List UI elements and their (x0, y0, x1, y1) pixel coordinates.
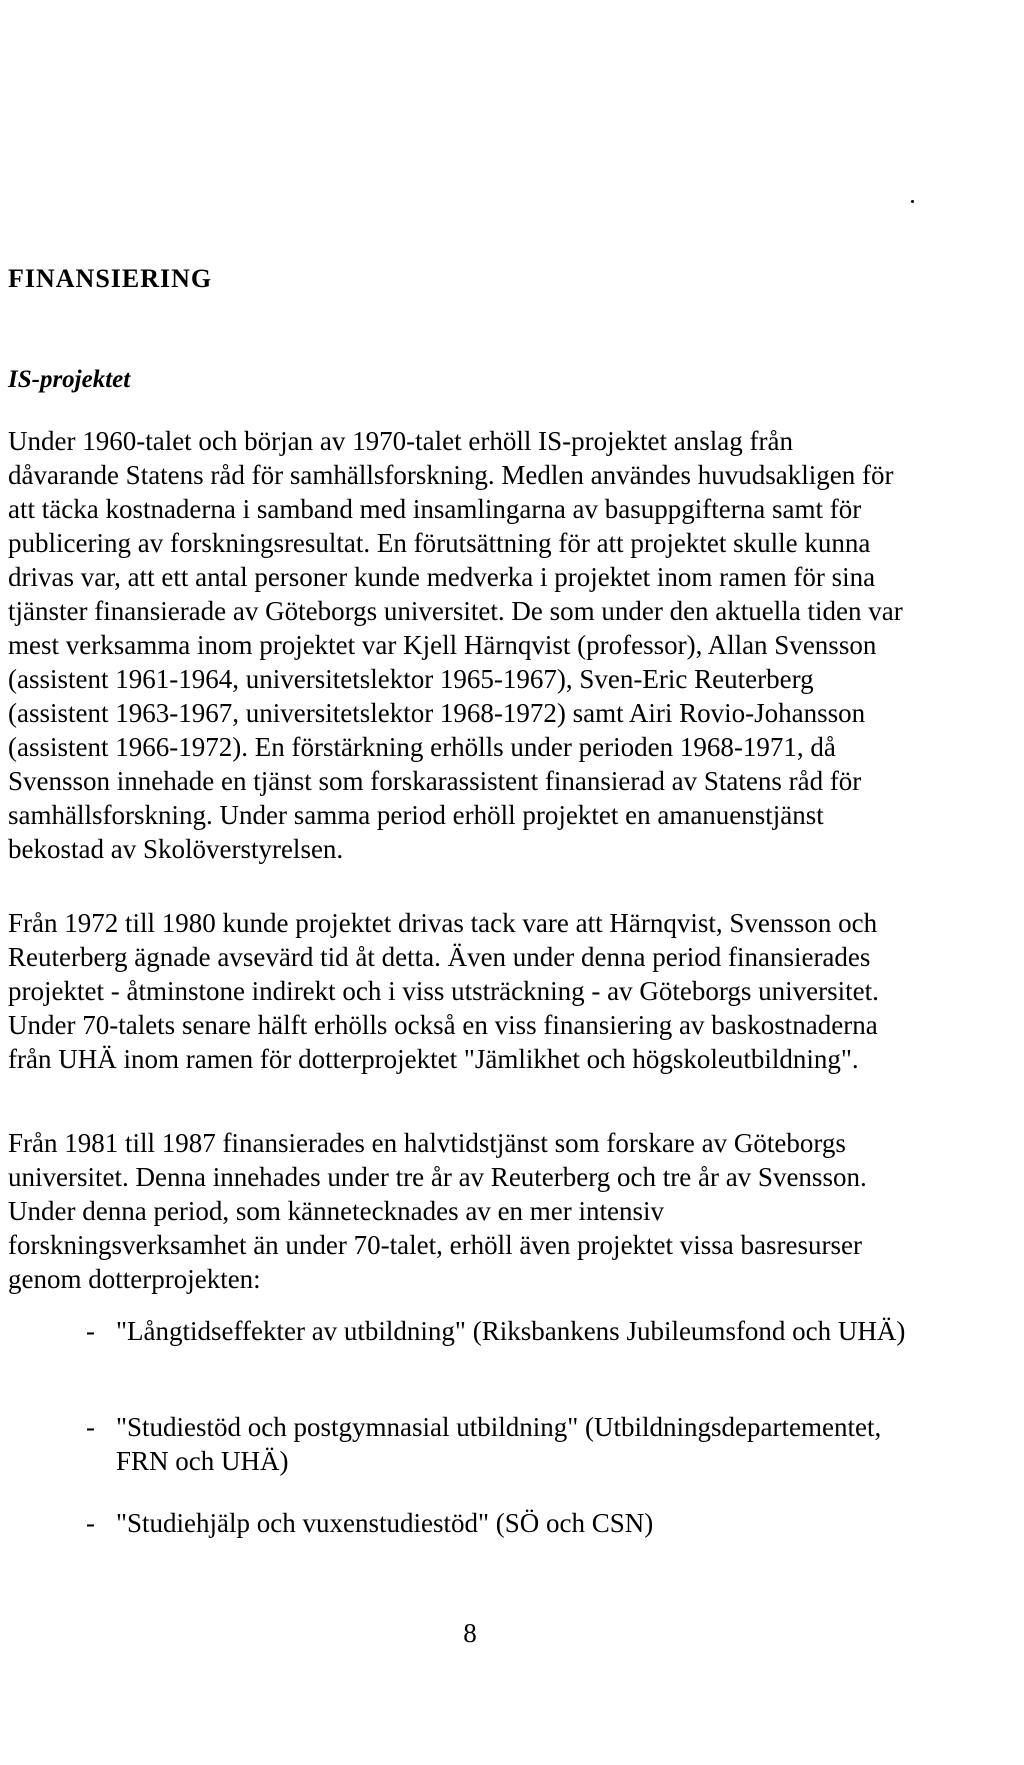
list-bullet: - (86, 1316, 95, 1346)
list-bullet: - (86, 1508, 95, 1538)
subsection-heading: IS-projektet (8, 366, 131, 393)
paragraph-funding-1960s: Under 1960-talet och början av 1970-talet erhöll IS-projektet anslag från dåvarande Statens råd för samhällsforskning. Medlen användes huvudsakligen för att täcka kostnaderna i samband med insamlingarna av basuppgifterna samt för publicering av forskningsresultat. En förutsättning för att projektet skulle kunna drivas var, att ett antal personer kunde medverka i projektet inom ramen för sina tjänster finansierade av Göteborgs universitet. De som under den aktuella tiden var mest verksamma inom projektet var Kjell Härnqvist (professor), Allan Svensson (assistent 1961-1964, universitetslektor 1965-1967), Sven-Eric Reuterberg (assistent 1963-1967, universitetslektor 1968-1972) samt Airi Rovio-Johansson (assistent 1966-1972). En förstärkning erhölls under perioden 1968-1971, då Svensson innehade en tjänst som forskarassistent finansierad av Statens råd för samhällsforskning. Under samma period erhöll projektet en amanuenstjänst bekostad av Skolöverstyrelsen. (8, 426, 903, 864)
list-item (86, 1506, 916, 1540)
list-item-text: "Studiestöd och postgymnasial utbildning" (Utbildningsdepartementet, FRN och UHÄ) (116, 1412, 882, 1476)
speck-mark (911, 200, 914, 203)
list-item (86, 1410, 916, 1478)
list-item (86, 1314, 916, 1348)
list-item-text: "Långtidseffekter av utbildning" (Riksbankens Jubileumsfond och UHÄ) (116, 1316, 906, 1346)
paragraph-funding-1970s: Från 1972 till 1980 kunde projektet drivas tack vare att Härnqvist, Svensson och Reuterberg ägnade avsevärd tid åt detta. Även under denna period finansierades projektet - åtminstone indirekt och i viss utsträckning - av Göteborgs universitet. Under 70-talets senare hälft erhölls också en viss finansiering av baskostnaderna från UHÄ inom ramen för dotterprojektet "Jämlikhet och högskoleutbildning". (8, 908, 879, 1074)
list-item-text: "Studiehjälp och vuxenstudiestöd" (SÖ och CSN) (116, 1508, 654, 1538)
page-number: 8 (463, 1618, 477, 1648)
section-heading: FINANSIERING (8, 264, 213, 293)
list-bullet: - (86, 1412, 95, 1442)
paragraph-funding-1980s: Från 1981 till 1987 finansierades en halvtidstjänst som forskare av Göteborgs universitet. Denna innehades under tre år av Reuterberg och tre år av Svensson. Under denna period, som kännetecknades av en mer intensiv forskningsverksamhet än under 70-talet, erhöll även projektet vissa basresurser genom dotterprojekten: (8, 1128, 867, 1294)
